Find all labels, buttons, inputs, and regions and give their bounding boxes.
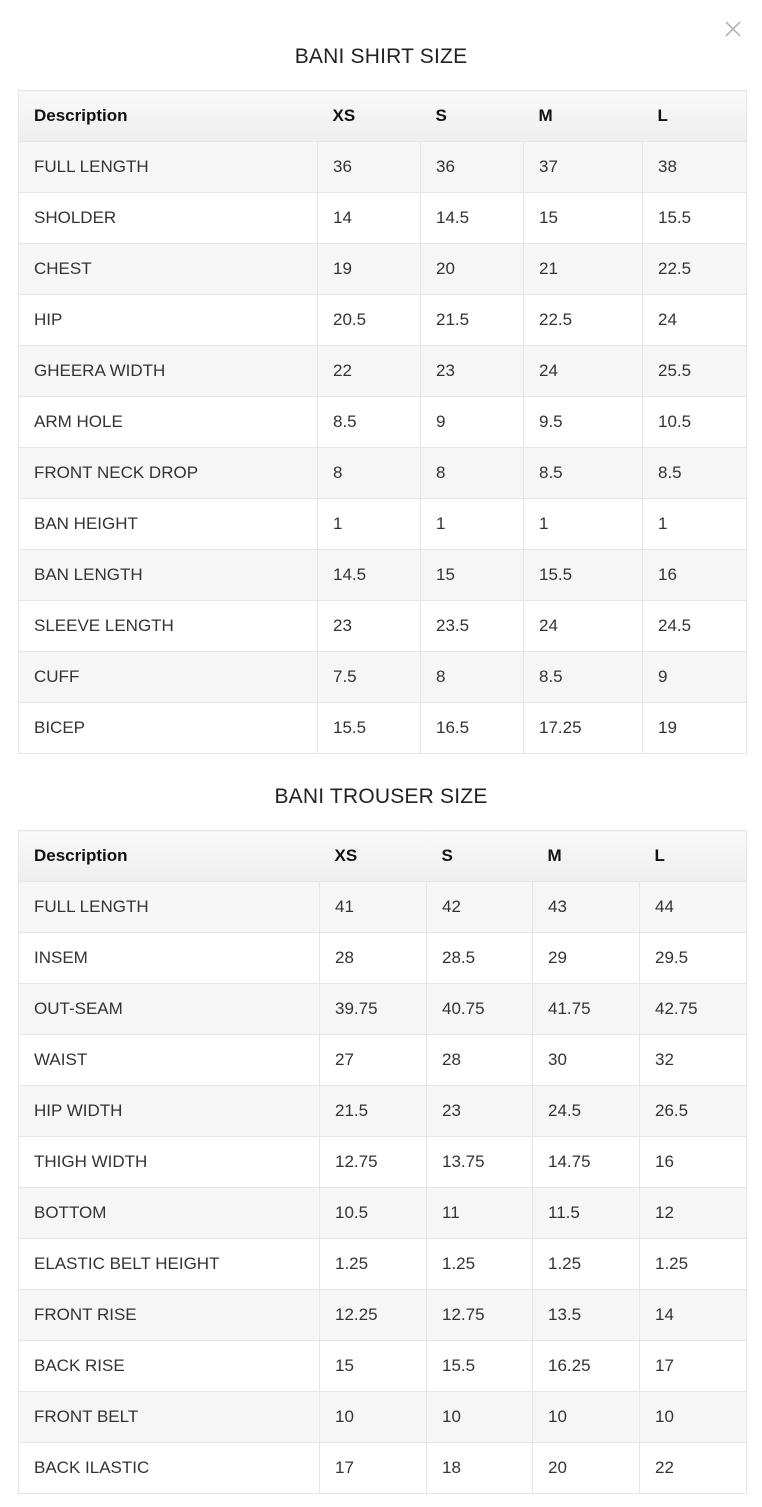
table-row [19,550,747,601]
size-value: 41.75 [533,984,640,1035]
table-row [19,1137,747,1188]
measurement-label: SHOLDER [19,193,318,244]
measurement-label: BOTTOM [19,1188,320,1239]
table-row [19,193,747,244]
size-value: 20 [533,1443,640,1494]
measurement-label: BICEP [19,703,318,754]
size-value: 39.75 [320,984,427,1035]
shirt-size-title: BANI SHIRT SIZE [294,45,468,68]
size-value: 10.5 [320,1188,427,1239]
size-value: 13.5 [533,1290,640,1341]
size-value: 42.75 [640,984,747,1035]
size-value: 21.5 [320,1086,427,1137]
close-button[interactable] [722,18,744,40]
size-value: 15 [320,1341,427,1392]
table-row [19,142,747,193]
trouser-size-title: BANI TROUSER SIZE [274,785,488,808]
size-value: 23.5 [421,601,524,652]
table-row [19,1086,747,1137]
measurement-label: BACK RISE [19,1341,320,1392]
size-value: 16.5 [421,703,524,754]
table-row [19,346,747,397]
size-value: 10 [320,1392,427,1443]
size-value: 36 [421,142,524,193]
size-value: 28 [320,933,427,984]
table-header-row [19,831,747,882]
size-value: 8 [318,448,421,499]
table-row [19,1341,747,1392]
size-value: 40.75 [427,984,533,1035]
size-value: 24.5 [533,1086,640,1137]
size-value: 15.5 [427,1341,533,1392]
table-row [19,244,747,295]
table-row [19,933,747,984]
column-header-s: S [427,831,533,882]
size-value: 37 [524,142,643,193]
measurement-label: FRONT NECK DROP [19,448,318,499]
size-value: 17 [640,1341,747,1392]
size-value: 26.5 [640,1086,747,1137]
size-value: 12.25 [320,1290,427,1341]
size-value: 9 [643,652,747,703]
size-value: 17 [320,1443,427,1494]
size-value: 14.5 [421,193,524,244]
measurement-label: FULL LENGTH [19,882,320,933]
size-value: 27 [320,1035,427,1086]
size-value: 38 [643,142,747,193]
size-value: 15.5 [524,550,643,601]
table-row [19,1035,747,1086]
size-value: 9 [421,397,524,448]
size-value: 16 [640,1137,747,1188]
measurement-label: FRONT BELT [19,1392,320,1443]
size-value: 28 [427,1035,533,1086]
size-value: 1 [643,499,747,550]
size-value: 1 [421,499,524,550]
size-value: 15.5 [318,703,421,754]
column-header-description: Description [19,831,320,882]
size-value: 10.5 [643,397,747,448]
size-value: 11.5 [533,1188,640,1239]
size-value: 13.75 [427,1137,533,1188]
shirt-size-table [18,90,747,754]
measurement-label: BACK ILASTIC [19,1443,320,1494]
table-row [19,1290,747,1341]
size-value: 23 [421,346,524,397]
size-value: 23 [318,601,421,652]
size-value: 1.25 [533,1239,640,1290]
measurement-label: OUT-SEAM [19,984,320,1035]
size-value: 32 [640,1035,747,1086]
size-value: 10 [640,1392,747,1443]
size-value: 23 [427,1086,533,1137]
size-value: 17.25 [524,703,643,754]
measurement-label: GHEERA WIDTH [19,346,318,397]
size-value: 15 [524,193,643,244]
size-value: 14.5 [318,550,421,601]
size-value: 15 [421,550,524,601]
close-icon [722,18,744,40]
table-row [19,652,747,703]
size-value: 21 [524,244,643,295]
size-value: 12 [640,1188,747,1239]
size-value: 14 [318,193,421,244]
table-row [19,397,747,448]
size-value: 8.5 [318,397,421,448]
table-header-row [19,91,747,142]
measurement-label: HIP [19,295,318,346]
size-value: 12.75 [320,1137,427,1188]
size-value: 1.25 [640,1239,747,1290]
size-value: 10 [427,1392,533,1443]
size-value: 14.75 [533,1137,640,1188]
measurement-label: WAIST [19,1035,320,1086]
column-header-m: M [524,91,643,142]
measurement-label: ARM HOLE [19,397,318,448]
size-value: 43 [533,882,640,933]
size-value: 22 [318,346,421,397]
size-value: 22.5 [643,244,747,295]
size-value: 8 [421,448,524,499]
measurement-label: HIP WIDTH [19,1086,320,1137]
table-row [19,984,747,1035]
size-value: 29.5 [640,933,747,984]
size-value: 20.5 [318,295,421,346]
measurement-label: THIGH WIDTH [19,1137,320,1188]
size-value: 21.5 [421,295,524,346]
size-value: 25.5 [643,346,747,397]
column-header-l: L [643,91,747,142]
table-row [19,703,747,754]
column-header-xs: XS [318,91,421,142]
size-value: 8.5 [524,652,643,703]
size-value: 44 [640,882,747,933]
column-header-xs: XS [320,831,427,882]
size-value: 11 [427,1188,533,1239]
measurement-label: FRONT RISE [19,1290,320,1341]
measurement-label: SLEEVE LENGTH [19,601,318,652]
size-value: 9.5 [524,397,643,448]
size-value: 16 [643,550,747,601]
table-row [19,601,747,652]
column-header-s: S [421,91,524,142]
size-value: 18 [427,1443,533,1494]
size-value: 36 [318,142,421,193]
size-value: 12.75 [427,1290,533,1341]
size-value: 10 [533,1392,640,1443]
measurement-label: INSEM [19,933,320,984]
size-value: 19 [643,703,747,754]
size-value: 30 [533,1035,640,1086]
table-row [19,1188,747,1239]
measurement-label: CHEST [19,244,318,295]
size-value: 42 [427,882,533,933]
size-value: 16.25 [533,1341,640,1392]
size-value: 1 [524,499,643,550]
table-row [19,1392,747,1443]
measurement-label: BAN LENGTH [19,550,318,601]
size-value: 8 [421,652,524,703]
column-header-l: L [640,831,747,882]
size-value: 7.5 [318,652,421,703]
trouser-size-table [18,830,747,1494]
column-header-m: M [533,831,640,882]
table-row [19,1239,747,1290]
size-value: 28.5 [427,933,533,984]
size-value: 14 [640,1290,747,1341]
table-row [19,448,747,499]
size-value: 24 [524,346,643,397]
size-value: 22.5 [524,295,643,346]
size-value: 24 [643,295,747,346]
table-row [19,499,747,550]
size-value: 15.5 [643,193,747,244]
measurement-label: CUFF [19,652,318,703]
size-value: 22 [640,1443,747,1494]
size-value: 1.25 [427,1239,533,1290]
size-value: 1 [318,499,421,550]
table-row [19,295,747,346]
size-value: 8.5 [643,448,747,499]
measurement-label: FULL LENGTH [19,142,318,193]
size-value: 24.5 [643,601,747,652]
column-header-description: Description [19,91,318,142]
table-row [19,882,747,933]
table-row [19,1443,747,1494]
size-value: 1.25 [320,1239,427,1290]
size-value: 29 [533,933,640,984]
size-value: 20 [421,244,524,295]
size-value: 19 [318,244,421,295]
measurement-label: ELASTIC BELT HEIGHT [19,1239,320,1290]
measurement-label: BAN HEIGHT [19,499,318,550]
size-value: 41 [320,882,427,933]
size-value: 8.5 [524,448,643,499]
size-value: 24 [524,601,643,652]
